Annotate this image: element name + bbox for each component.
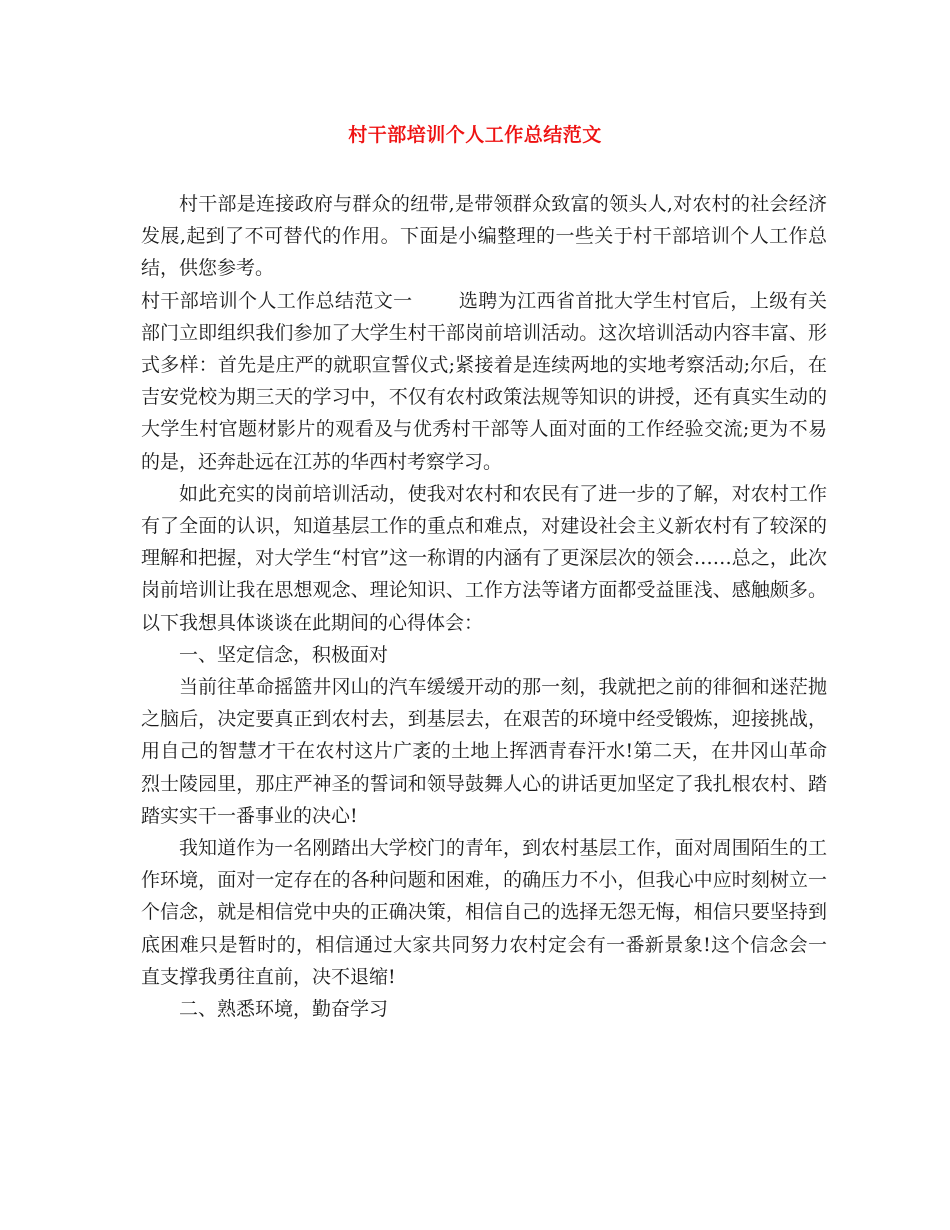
intro-paragraph: 村干部是连接政府与群众的纽带,是带领群众致富的领头人,对农村的社会经济发展,起到了不可替代的作用。下面是小编整理的一些关于村干部培训个人工作总结，供您参考。 [141,193,827,280]
section-heading: 村干部培训个人工作总结范文一 [141,289,413,312]
paragraph-4: 我知道作为一名刚踏出大学校门的青年，到农村基层工作，面对周围陌生的工作环境，面对一定存在的各种问题和困难，的确压力不小，但我心中应时刻树立一个信念，就是相信党中央的正确决策，相信自己的选择无怨无悔，相信只要坚持到底困难只是暂时的，相信通过大家共同努力农村定会有一番新景象!这个信念会一直支撑我勇往直前，决不退缩! [141,837,827,988]
paragraph-2: 如此充实的岗前培训活动，使我对农村和农民有了进一步的了解，对农村工作有了全面的认识，知道基层工作的重点和难点，对建设社会主义新农村有了较深的理解和把握，对大学生“村官”这一称谓的内涵有了更深层次的领会……总之，此次岗前培训让我在思想观念、理论知识、工作方法等诸方面都受益匪浅、感触颇多。以下我想具体谈谈在此期间的心得体会： [141,482,827,634]
paragraph-3: 当前往革命摇篮井冈山的汽车缓缓开动的那一刻，我就把之前的徘徊和迷茫抛之脑后，决定要真正到农村去，到基层去，在艰苦的环境中经受锻炼，迎接挑战，用自己的智慧才干在农村这片广袤的土地上挥洒青春汗水!第二天，在井冈山革命烈士陵园里，那庄严神圣的誓词和领导鼓舞人心的讲话更加坚定了我扎根农村、踏踏实实干一番事业的决心! [141,676,827,827]
section-first-paragraph: 选聘为江西省首批大学生村官后，上级有关部门立即组织我们参加了大学生村干部岗前培训活动。这次培训活动内容丰富、形式多样：首先是庄严的就职宣誓仪式;紧接着是连续两地的实地考察活动;尔后，在吉安党校为期三天的学习中，不仅有农村政策法规等知识的讲授，还有真实生动的大学生村官题材影片的观看及与优秀村干部等人面对面的工作经验交流;更为不易的是，还奔赴远在江苏的华西村考察学习。 [141,289,827,473]
section-paragraph [141,285,827,478]
document-title: 村干部培训个人工作总结范文 [348,124,602,146]
heading-2: 二、熟悉环境，勤奋学习 [179,998,389,1021]
heading-1: 一、坚定信念，积极面对 [179,643,389,666]
document-body [141,188,827,1025]
